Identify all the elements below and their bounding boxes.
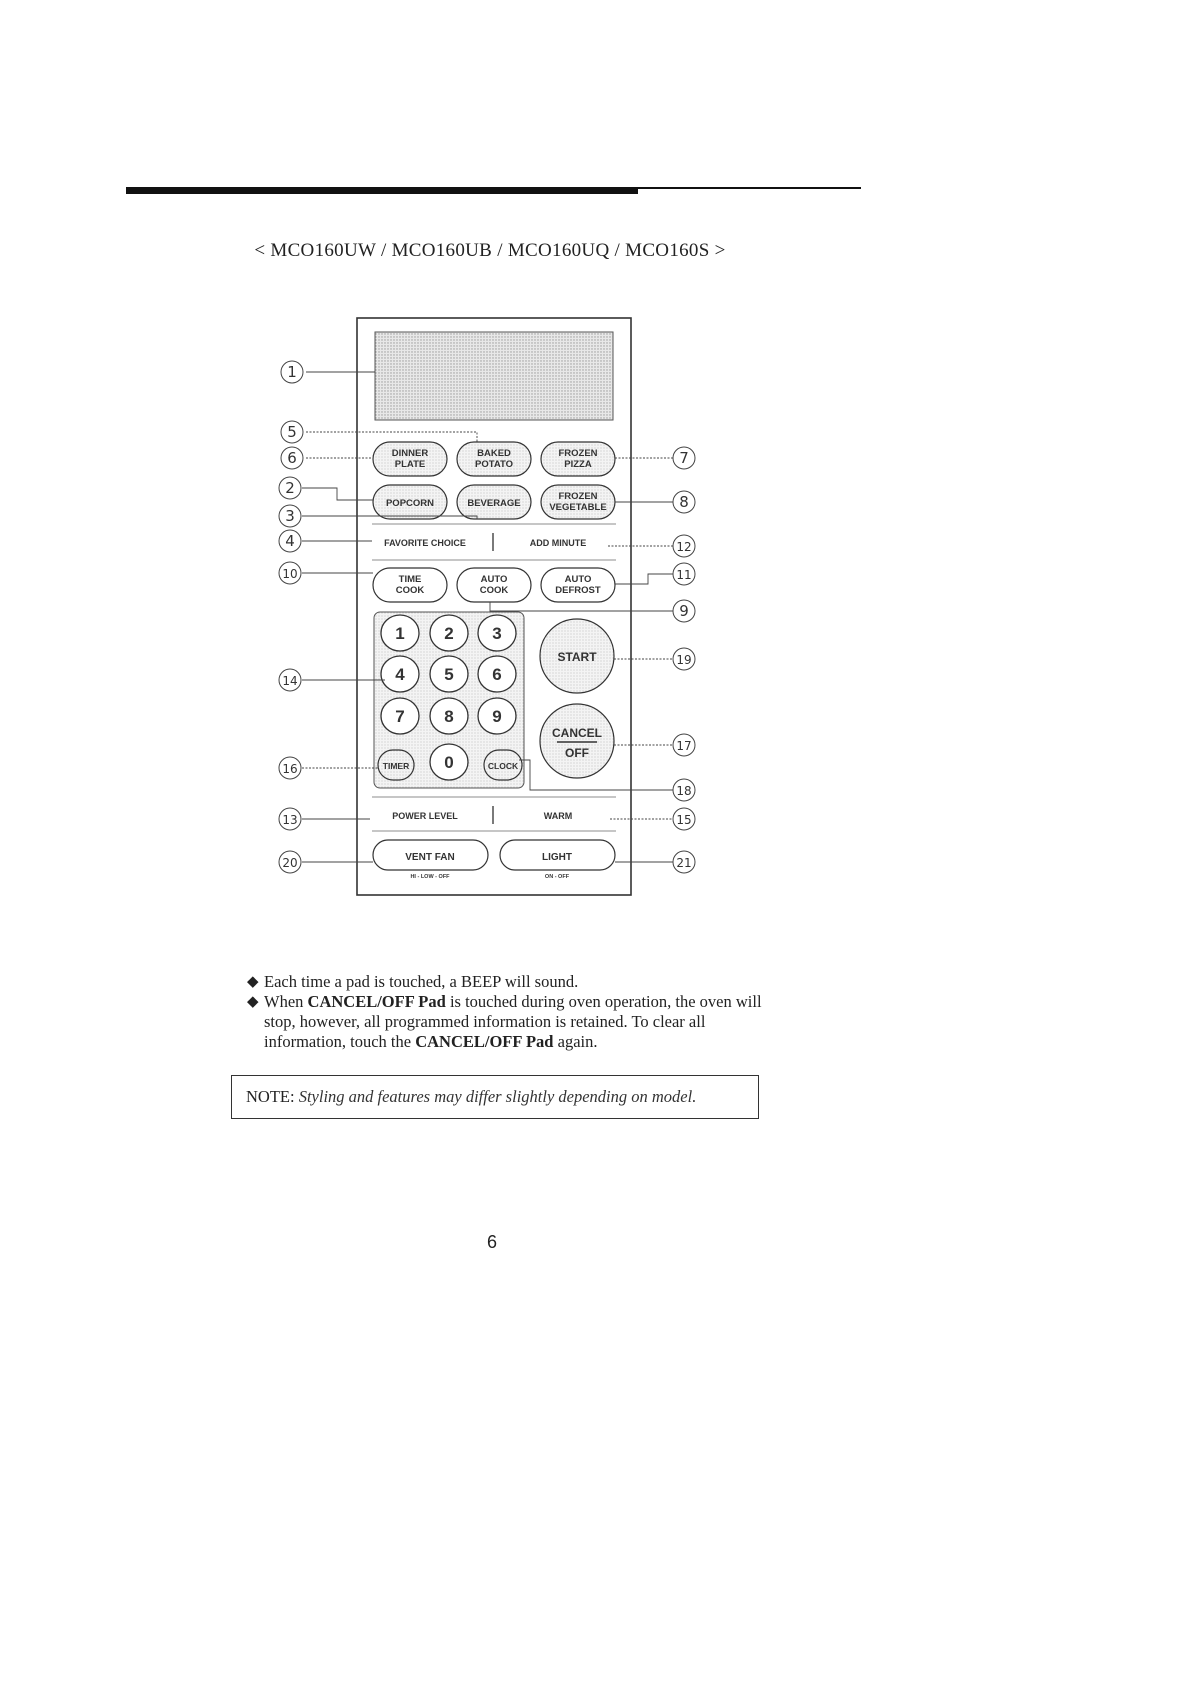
callout-number: 13 [282, 813, 298, 827]
frozen-pizza-pad[interactable] [541, 442, 615, 476]
callout-2 [279, 477, 301, 499]
auto-cook-label-1: AUTO [480, 574, 508, 585]
frozen-vegetable-label-1: FROZEN [558, 491, 598, 502]
cancel-off-button[interactable] [540, 704, 614, 778]
number-pad-8[interactable] [430, 698, 468, 734]
callout-number: 19 [676, 653, 692, 667]
timer-label: TIMER [382, 761, 410, 771]
callout-9 [673, 600, 695, 622]
callout-number: 12 [676, 540, 692, 554]
start-button[interactable] [540, 619, 614, 693]
callout-15 [673, 808, 695, 830]
callout-number: 8 [679, 493, 689, 511]
callout-3 [279, 505, 301, 527]
callout-number: 21 [676, 856, 692, 870]
display-window [375, 332, 613, 420]
callout-20 [279, 851, 301, 873]
callout-number: 14 [282, 674, 298, 688]
callout-number: 20 [282, 856, 298, 870]
callout-number: 9 [679, 602, 689, 620]
number-pad-label: 7 [395, 707, 405, 726]
timer-pad[interactable] [378, 750, 414, 780]
auto-cook-label-2: COOK [479, 585, 509, 596]
number-pad-7[interactable] [381, 698, 419, 734]
callout-number: 11 [676, 568, 692, 582]
dinner-plate-pad[interactable] [373, 442, 447, 476]
number-pad-6[interactable] [478, 656, 516, 692]
diamond-bullet-icon: ◆ [247, 974, 259, 990]
callout-number: 6 [287, 449, 297, 467]
frozen-vegetable-label-2: VEGETABLE [549, 502, 607, 513]
time-cook-label-2: COOK [395, 585, 425, 596]
callout-number: 16 [282, 762, 298, 776]
callout-4 [279, 530, 301, 552]
frozen-pizza-label-1: FROZEN [558, 448, 598, 459]
callout-16 [279, 757, 301, 779]
callout-number: 2 [285, 479, 295, 497]
number-pad-5[interactable] [430, 656, 468, 692]
number-pad-0[interactable] [430, 744, 468, 780]
clock-pad[interactable] [484, 750, 522, 780]
number-pad-label: 2 [444, 624, 454, 643]
number-pad-label: 4 [395, 665, 405, 684]
baked-potato-pad[interactable] [457, 442, 531, 476]
light-label: LIGHT [542, 852, 572, 863]
auto-defrost-label-2: DEFROST [555, 585, 601, 596]
callout-19 [673, 648, 695, 670]
bullet-item: ◆ Each time a pad is touched, a BEEP will sound. [247, 972, 579, 991]
callout-5 [281, 421, 303, 443]
number-pad-2[interactable] [430, 615, 468, 651]
callout-21 [673, 851, 695, 873]
number-pad-9[interactable] [478, 698, 516, 734]
popcorn-pad[interactable] [373, 485, 447, 519]
number-pad-label: 0 [444, 753, 454, 772]
baked-potato-label-2: POTATO [475, 459, 513, 470]
number-pad-label: 1 [395, 624, 405, 643]
auto-defrost-pad[interactable] [541, 568, 615, 602]
clock-label: CLOCK [487, 761, 519, 771]
power-level-pad[interactable]: POWER LEVEL [392, 811, 458, 821]
auto-defrost-label-1: AUTO [564, 574, 592, 585]
number-pad-1[interactable] [381, 615, 419, 651]
number-pad-label: 9 [492, 707, 502, 726]
beverage-label: BEVERAGE [467, 498, 521, 509]
page-number: 6 [486, 1232, 497, 1252]
vent-fan-label: VENT FAN [405, 852, 455, 863]
baked-potato-label-1: BAKED [477, 448, 511, 459]
callout-18 [673, 779, 695, 801]
dinner-plate-label-1: DINNER [391, 448, 429, 459]
vent-fan-sub-label: HI - LOW - OFF [410, 874, 450, 880]
callout-12 [673, 535, 695, 557]
bullet-item: ◆ When CANCEL/OFF Pad is touched during oven operation, the oven will stop, however, all programmed information is retained. To clear all information, touch the CANCEL/OFF Pad again. [247, 992, 762, 1051]
model-title: < MCO160UW / MCO160UB / MCO160UQ / MCO160S > [254, 240, 726, 261]
callout-number: 18 [676, 784, 692, 798]
favorite-choice-pad[interactable]: FAVORITE CHOICE [384, 538, 466, 548]
note-label: NOTE: [246, 1087, 295, 1106]
callout-number: 5 [287, 423, 297, 441]
callout-number: 4 [285, 532, 295, 550]
diamond-bullet-icon: ◆ [247, 994, 259, 1010]
time-cook-label-1: TIME [398, 574, 422, 585]
number-pad-4[interactable] [381, 656, 419, 692]
number-pad-label: 5 [444, 665, 454, 684]
cancel-label: CANCEL [552, 726, 602, 740]
frozen-pizza-label-2: PIZZA [564, 459, 592, 470]
number-pad-label: 8 [444, 707, 454, 726]
instruction-bullets [247, 972, 767, 1052]
callout-11 [673, 563, 695, 585]
add-minute-pad[interactable]: ADD MINUTE [529, 538, 587, 548]
auto-cook-pad[interactable] [457, 568, 531, 602]
callout-10 [279, 562, 301, 584]
callout-13 [279, 808, 301, 830]
number-pad-label: 3 [492, 624, 502, 643]
callout-8 [673, 491, 695, 513]
warm-pad[interactable]: WARM [543, 811, 573, 821]
callout-6 [281, 447, 303, 469]
frozen-vegetable-pad[interactable] [541, 485, 615, 519]
number-pad-3[interactable] [478, 615, 516, 651]
callout-number: 1 [287, 363, 297, 381]
off-label: OFF [565, 746, 589, 760]
start-label: START [557, 650, 597, 664]
callout-number: 17 [676, 739, 692, 753]
callout-17 [673, 734, 695, 756]
note-box [231, 1075, 759, 1119]
callout-number: 15 [676, 813, 692, 827]
callout-number: 3 [285, 507, 295, 525]
callout-number: 7 [679, 449, 689, 467]
beverage-pad[interactable] [457, 485, 531, 519]
note-text: Styling and features may differ slightly depending on model. [298, 1087, 697, 1106]
callout-7 [673, 447, 695, 469]
callout-14 [279, 669, 301, 691]
time-cook-pad[interactable] [373, 568, 447, 602]
dinner-plate-label-2: PLATE [394, 459, 426, 470]
light-sub-label: ON - OFF [544, 874, 570, 880]
callout-1 [281, 361, 303, 383]
number-pad-label: 6 [492, 665, 502, 684]
popcorn-label: POPCORN [385, 498, 435, 509]
callout-number: 10 [282, 567, 298, 581]
